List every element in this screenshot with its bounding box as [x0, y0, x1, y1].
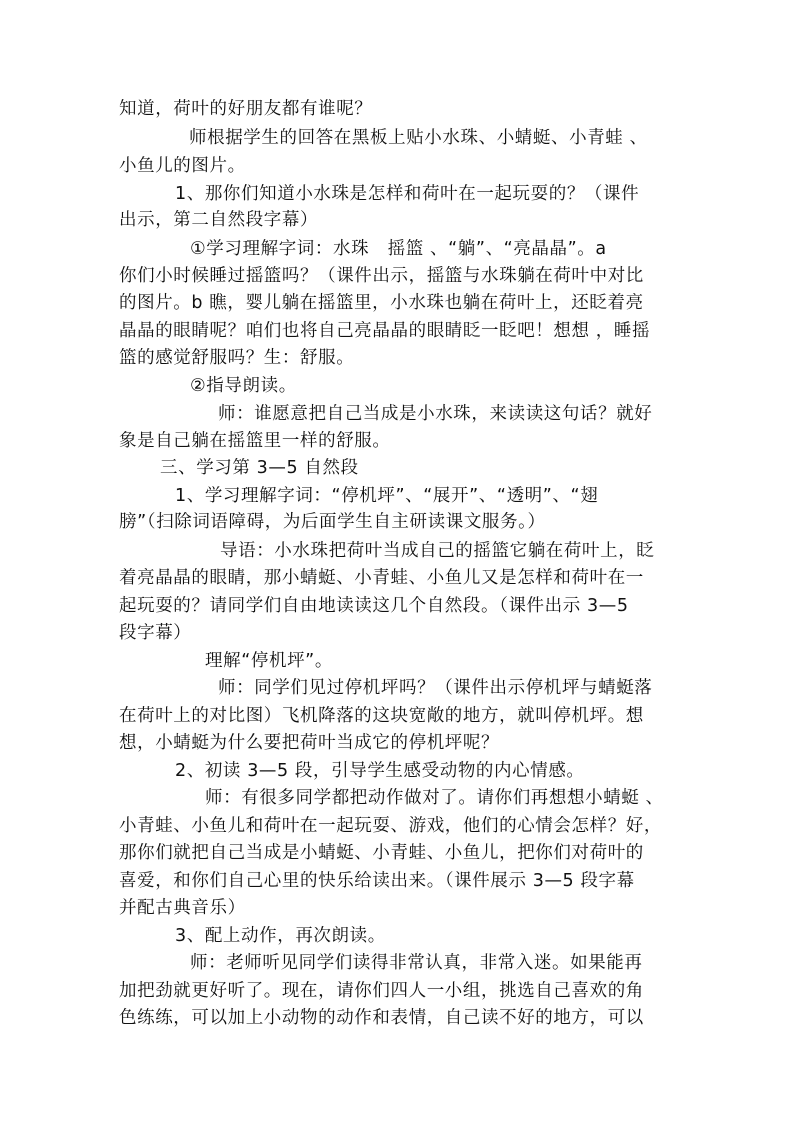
text-line: 小鱼儿的图片。: [119, 156, 246, 176]
text-line: 那你们就把自己当成是小蜻蜓、小青蛙、小鱼儿，把你们对荷叶的: [119, 843, 644, 863]
text-line: 膀”（扫除词语障碍，为后面学生自主研读课文服务。）: [119, 512, 546, 532]
text-line: 师：有很多同学都把动作做对了。请你们再想想小蜻蜓 、: [205, 788, 664, 808]
text-line: 师：谁愿意把自己当成是小水珠，来读读这句话？就好: [218, 404, 653, 424]
text-line: 段字幕）: [119, 623, 192, 643]
text-line: 并配古典音乐）: [119, 898, 246, 918]
text-line: 在荷叶上的对比图）飞机降落的这块宽敞的地方，就叫停机坪。想: [119, 706, 644, 726]
text-line: 2、初读 3—5 段，引导学生感受动物的内心情感。: [175, 761, 585, 781]
text-line: 篮的感觉舒服吗？生：舒服。: [119, 348, 355, 368]
text-line: 师：老师听见同学们读得非常认真，非常入迷。如果能再: [190, 953, 643, 973]
text-line: 师：同学们见过停机坪吗？（课件出示停机坪与蜻蜓落: [218, 678, 653, 698]
text-line: 你们小时候睡过摇篮吗？（课件出示，摇篮与水珠躺在荷叶中对比: [119, 266, 644, 286]
text-line: 1、那你们知道小水珠是怎样和荷叶在一起玩耍的？（课件: [175, 184, 640, 204]
text-line: 象是自己躺在摇篮里一样的舒服。: [119, 431, 391, 451]
text-line: 出示，第二自然段字幕）: [119, 210, 319, 230]
text-line: 1、学习理解字词：“停机坪”、“展开”、“透明”、“翅: [175, 486, 599, 506]
text-line: 小青蛙、小鱼儿和荷叶在一起玩耍、游戏，他们的心情会怎样？好，: [119, 816, 662, 836]
text-line: 理解“停机坪”。: [205, 651, 333, 671]
text-line: 着亮晶晶的眼睛，那小蜻蜓、小青蛙、小鱼儿又是怎样和荷叶在一: [119, 568, 644, 588]
text-line: 喜爱，和你们自己心里的快乐给读出来。（课件展示 3—5 段字幕: [119, 871, 635, 891]
text-line: ②指导朗读。: [190, 376, 297, 396]
text-line: 晶晶的眼睛呢？咱们也将自己亮晶晶的眼睛眨一眨吧！想想 ，睡摇: [119, 321, 651, 341]
text-line: 导语：小水珠把荷叶当成自己的摇篮它躺在荷叶上，眨: [220, 541, 655, 561]
text-line: 知道，荷叶的好朋友都有谁呢？: [119, 99, 373, 119]
text-line: 起玩耍的？请同学们自由地读读这几个自然段。（课件出示 3—5: [119, 596, 629, 616]
text-line: 3、配上动作，再次朗读。: [175, 926, 386, 946]
text-line: 加把劲就更好听了。现在，请你们四人一小组，挑选自己喜欢的角: [119, 981, 644, 1001]
text-line: 师根据学生的回答在黑板上贴小水珠、小蜻蜓、小青蛙 、: [189, 128, 648, 148]
text-line: ①学习理解字词：水珠 摇篮 、“躺”、“亮晶晶”。a: [190, 239, 607, 259]
text-line: 的图片。b 瞧，婴儿躺在摇篮里，小水珠也躺在荷叶上，还眨着亮: [119, 293, 644, 313]
text-line: 三、学习第 3—5 自然段: [160, 458, 359, 478]
text-line: 色练练，可以加上小动物的动作和表情，自己读不好的地方，可以: [119, 1008, 644, 1028]
text-line: 想，小蜻蜓为什么要把荷叶当成它的停机坪呢？: [119, 733, 500, 753]
